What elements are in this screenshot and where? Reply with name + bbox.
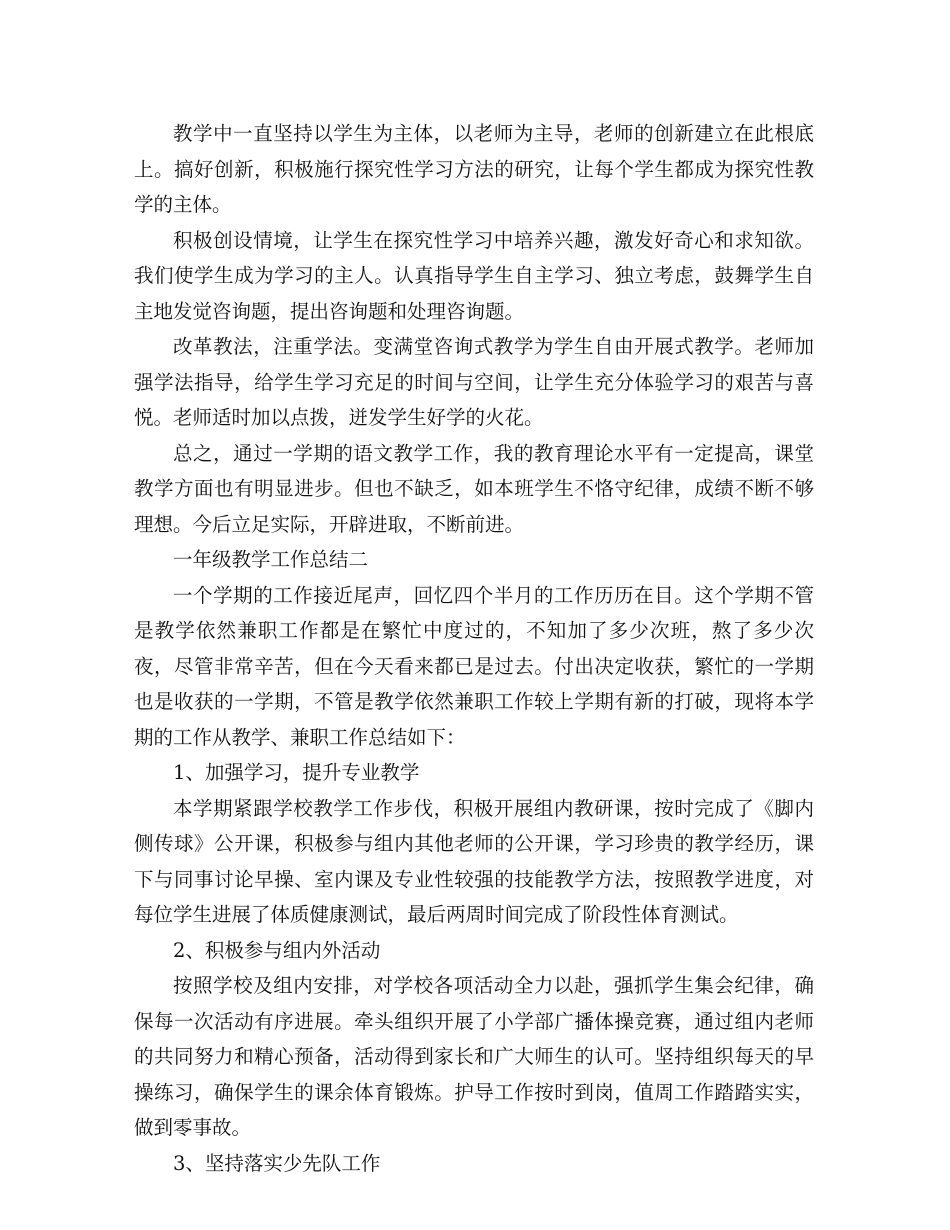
paragraph-7: 按照学校及组内安排，对学校各项活动全力以赴，强抓学生集会纪律，确保每一次活动有序进展。牵头组织开展了小学部广播体操竞赛，通过组内老师的共同努力和精心预备，活动得到家长和广大师生的认可。坚持组织每天的早操练习，确保学生的课余体育锻炼。护导工作按时到岗，值周工作踏踏实实，做到零事故。 [134, 974, 814, 1139]
paragraph-1: 教学中一直坚持以学生为主体，以老师为主导，老师的创新建立在此根底上。搞好创新，积极施行探究性学习方法的研究，让每个学生都成为探究性教学的主体。 [134, 122, 814, 216]
paragraph-5: 一个学期的工作接近尾声，回忆四个半月的工作历历在目。这个学期不管是教学依然兼职工作都是在繁忙中度过的，不知加了多少次班，熬了多少次夜，尽管非常辛苦，但在今天看来都已是过去。付出决定收获，繁忙的一学期也是收获的一学期，不管是教学依然兼职工作较上学期有新的打破，现将本学期的工作从教学、兼职工作总结如下： [134, 583, 814, 749]
paragraph-3: 改革教法，注重学法。变满堂咨询式教学为学生自由开展式教学。老师加强学法指导，给学生学习充足的时间与空间，让学生充分体验学习的艰苦与喜悦。老师适时加以点拨，迸发学生好学的火花。 [134, 335, 814, 429]
subheading-3: 3、坚持落实少先队工作 [173, 1151, 381, 1175]
paragraph-2: 积极创设情境，让学生在探究性学习中培养兴趣，激发好奇心和求知欲。我们使学生成为学习的主人。认真指导学生自主学习、独立考虑，鼓舞学生自主地发觉咨询题，提出咨询题和处理咨询题。 [134, 228, 814, 323]
paragraph-6: 本学期紧跟学校教学工作步伐，积极开展组内教研课，按时完成了《脚内侧传球》公开课，积极参与组内其他老师的公开课，学习珍贵的教学经历，课下与同事讨论早操、室内课及专业性较强的技能教学方法，按照教学进度，对每位学生进展了体质健康测试，最后两周时间完成了阶段性体育测试。 [134, 796, 814, 926]
paragraph-4: 总之，通过一学期的语文教学工作，我的教育理论水平有一定提高，课堂教学方面也有明显进步。但也不缺乏，如本班学生不恪守纪律，成绩不断不够理想。今后立足实际，开辟进取，不断前进。 [134, 441, 814, 536]
document-body [134, 116, 814, 1181]
subheading-1: 1、加强学习，提升专业教学 [173, 761, 420, 784]
section-title: 一年级教学工作总结二 [173, 548, 369, 571]
subheading-2: 2、积极参与组内外活动 [173, 938, 381, 962]
